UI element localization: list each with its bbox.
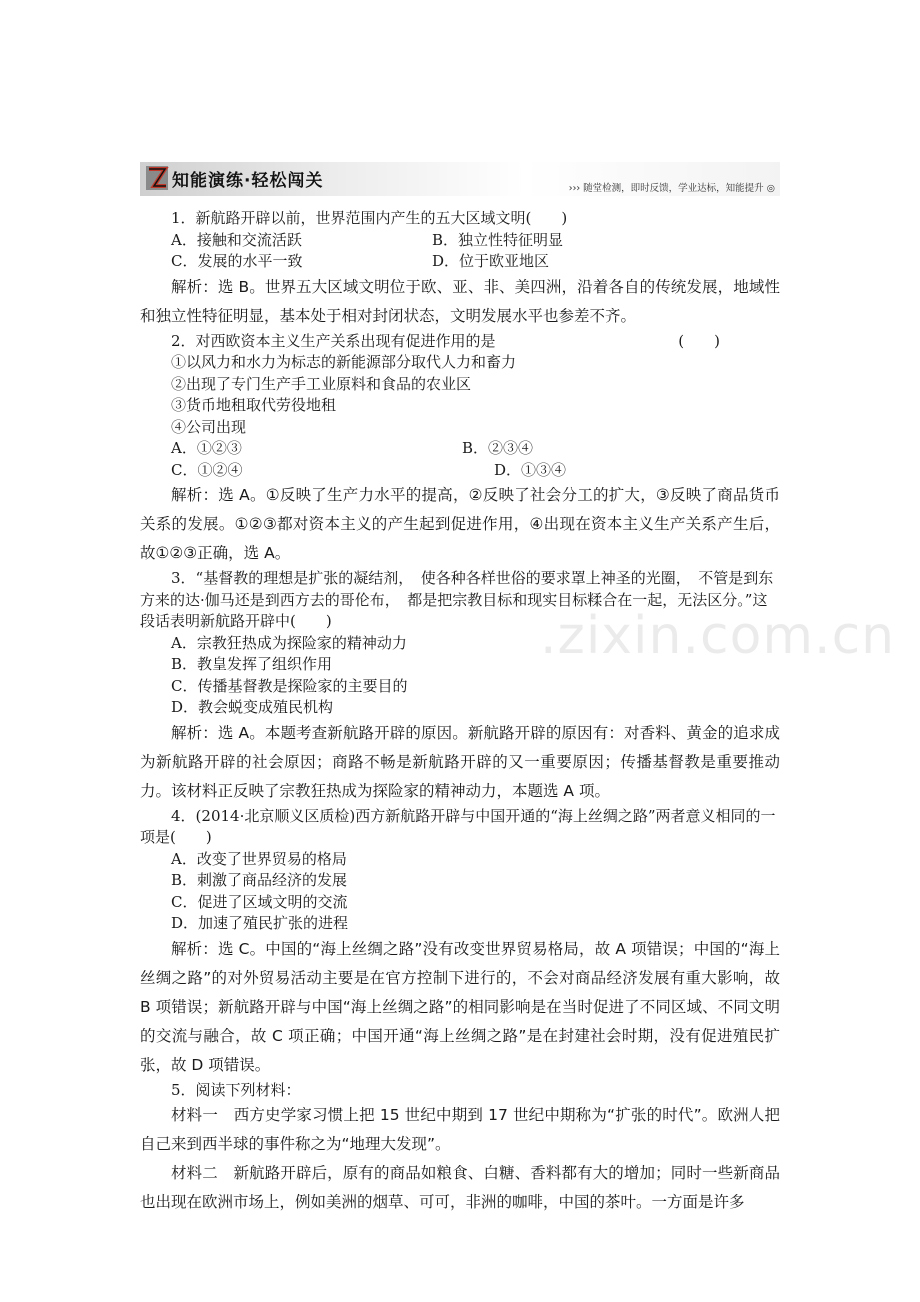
question-4-explanation: 解析：选 C。中国的“海上丝绸之路”没有改变世界贸易格局，故 A 项错误；中国的“海上丝绸之路”的对外贸易活动主要是在官方控制下进行的，不会对商品经济发展有重大影响，故 B 项错误；新航路开辟与中国“海上丝绸之路”的相同影响是在当时促进了不同区域、不同文明的交流与融合，故 C 项正确；中国开通“海上丝绸之路”是在封建社会时期，没有促进殖民扩张，故 D 项错误。: [140, 939, 780, 1074]
watermark: .zixin.com.cn: [540, 606, 896, 666]
question-1-option-d: D．位于欧亚地区: [432, 252, 550, 270]
question-3-stem: 3．“基督教的理想是扩张的凝结剂， 使各种各样世俗的要求罩上神圣的光圈， 不管是到东方来的达·伽马还是到西方去的哥伦布， 都是把宗教目标和现实目标糅合在一起，无法区分。”这段话表明新航路开辟中( ): [140, 569, 774, 630]
section-logo-icon: [145, 163, 171, 193]
question-2-option-b: B．②③④: [462, 439, 534, 457]
question-3-option-b: B．教皇发挥了组织作用: [171, 655, 333, 673]
question-3-option-d: D．教会蜕变成殖民机构: [171, 698, 334, 716]
question-4-option-a: A．改变了世界贸易的格局: [171, 849, 347, 868]
question-4-option-b: B．刺激了商品经济的发展: [171, 871, 348, 889]
question-1-options-row-1: [140, 230, 780, 252]
section-title: 知能演练·轻松闯关: [172, 171, 324, 191]
question-2-stem: 2．对西欧资本主义生产关系出现有促进作用的是: [171, 331, 496, 350]
question-4-option-d: D．加速了殖民扩张的进程: [171, 914, 349, 932]
question-3-option-c: C．传播基督教是探险家的主要目的: [171, 676, 408, 695]
question-2-option-c: C．①②④: [171, 460, 243, 479]
question-1-options-row-2: [140, 251, 780, 273]
question-3-option-a: A．宗教狂热成为探险家的精神动力: [171, 633, 407, 652]
question-2-explanation: 解析：选 A。①反映了生产力水平的提高，②反映了社会分工的扩大，③反映了商品货币关系的发展。①②③都对资本主义的产生起到促进作用，④出现在资本主义生产关系产生后，故①②③正确，选 A。: [140, 486, 780, 562]
question-1-option-b: B．独立性特征明显: [432, 230, 564, 249]
question-1-stem: 1．新航路开辟以前，世界范围内产生的五大区域文明( ): [171, 209, 568, 227]
question-5-stem: 5．阅读下列材料：: [171, 1080, 301, 1099]
question-5-material-1: 材料一 西方史学家习惯上把 15 世纪中期到 17 世纪中期称为“扩张的时代”。欧洲人把自己来到西半球的事件称之为“地理大发现”。: [140, 1106, 780, 1153]
question-5-material-2: 材料二 新航路开辟后，原有的商品如粮食、白糖、香料都有大的增加；同时一些新商品也出现在欧洲市场上，例如美洲的烟草、可可，非洲的咖啡，中国的茶叶。一方面是许多: [140, 1164, 780, 1211]
question-2-item-1: ①以风力和水力为标志的新能源部分取代人力和畜力: [171, 353, 517, 371]
question-2-options-row-2: [140, 460, 780, 482]
question-2-option-a: A．①②③: [171, 439, 242, 457]
question-2-options-row-1: [140, 438, 780, 460]
question-4-stem: 4．(2014·北京顺义区质检)西方新航路开辟与中国开通的“海上丝绸之路”两者意义相同的一项是( ): [140, 806, 776, 846]
question-2-answer-blank: ( ): [678, 331, 720, 350]
exercise-content: [140, 208, 780, 1217]
question-2-item-4: ④公司出现: [171, 417, 247, 436]
question-2-item-3: ③货币地租取代劳役地租: [171, 396, 337, 414]
question-2-stem-row: [140, 331, 780, 353]
question-1-option-c: C．发展的水平一致: [171, 252, 303, 270]
question-1-explanation: 解析：选 B。世界五大区域文明位于欧、亚、非、美四洲，沿着各自的传统发展，地域性和独立性特征明显，基本处于相对封闭状态，文明发展水平也参差不齐。: [140, 277, 780, 325]
question-4-option-c: C．促进了区域文明的交流: [171, 892, 348, 911]
question-2-option-d: D．①③④: [494, 460, 567, 479]
section-subtitle: ››› 随堂检测，即时反馈，学业达标，知能提升 ◎: [568, 183, 775, 194]
question-2-item-2: ②出现了专门生产手工业原料和食品的农业区: [171, 374, 472, 393]
question-3-explanation: 解析：选 A。本题考查新航路开辟的原因。新航路开辟的原因有：对香料、黄金的追求成为新航路开辟的社会原因；商路不畅是新航路开辟的又一重要原因；传播基督教是重要推动力。该材料正反映了宗教狂热成为探险家的精神动力，本题选 A 项。: [140, 723, 780, 800]
question-1-option-a: A．接触和交流活跃: [171, 230, 302, 249]
